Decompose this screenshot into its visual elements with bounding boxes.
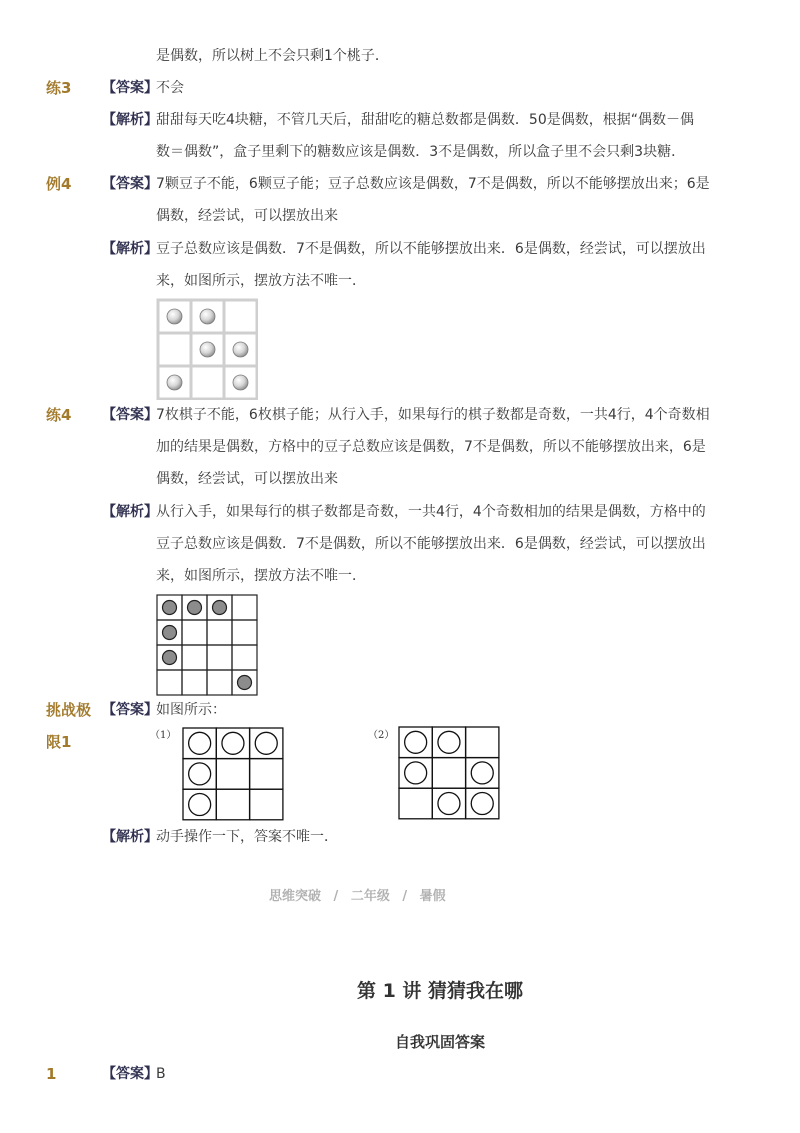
answer-text-line: 7颗豆子不能，6颗豆子能；豆子总数应该是偶数，7不是偶数，所以不能够摆放出来；6是 [156, 176, 710, 192]
footer-series: 思维突破 [269, 889, 322, 904]
grid-cell [158, 333, 191, 366]
footer-grade: 二年级 [350, 889, 390, 904]
analysis-text: 动手操作一下，答案不唯一． [156, 829, 338, 845]
answer-text: 不会 [156, 80, 184, 96]
challenge-number: 挑战极 [46, 701, 92, 719]
grid-cell [207, 670, 232, 695]
hollow-circle [189, 763, 211, 785]
bean [233, 342, 248, 357]
grid-cell [250, 789, 283, 820]
analysis-label: 【解析】 [102, 241, 158, 257]
bean [167, 309, 182, 324]
grid-cell [182, 670, 207, 695]
analysis-text-line: 来，如图所示，摆放方法不唯一． [156, 273, 366, 289]
example-number: 例4 [46, 175, 72, 193]
analysis-text-line: 来，如图所示，摆放方法不唯一． [156, 568, 366, 584]
bean-grid-3x3 [156, 298, 258, 400]
hollow-circle [255, 732, 277, 754]
hollow-circle [438, 793, 460, 815]
analysis-label: 【解析】 [102, 829, 158, 845]
grid-cell [250, 759, 283, 790]
grid-cell [224, 300, 257, 333]
bean [167, 375, 182, 390]
footer-separator: / [402, 889, 408, 904]
answer-text: B [156, 1066, 166, 1082]
hollow-circle [222, 732, 244, 754]
chess-piece [238, 676, 252, 690]
chess-piece [213, 601, 227, 615]
grid-cell [466, 727, 499, 758]
answer-label: 【答案】 [102, 407, 158, 423]
grid-cell [216, 789, 249, 820]
answer-text: 如图所示： [156, 702, 226, 718]
lecture-title: 第 1 讲 猜猜我在哪 [356, 980, 524, 1002]
circle-grid-1 [182, 727, 284, 821]
section-title: 自我巩固答案 [394, 1033, 485, 1051]
hollow-circle [438, 731, 460, 753]
footer-separator: / [333, 889, 339, 904]
exercise-number: 练3 [46, 79, 72, 97]
grid-cell [207, 645, 232, 670]
grid-cell [232, 595, 257, 620]
chess-piece [163, 601, 177, 615]
analysis-text-line: 豆子总数应该是偶数．7不是偶数，所以不能够摆放出来．6是偶数，经尝试，可以摆放出 [156, 241, 706, 257]
question-number: 1 [46, 1065, 57, 1083]
bean [233, 375, 248, 390]
grid-cell [182, 620, 207, 645]
chess-grid-4x4 [156, 594, 258, 696]
bean [200, 309, 215, 324]
analysis-text-line: 豆子总数应该是偶数．7不是偶数，所以不能够摆放出来．6是偶数，经尝试，可以摆放出 [156, 536, 706, 552]
circle-grid-2 [398, 726, 500, 820]
paragraph-line: 是偶数，所以树上不会只剩1个桃子． [156, 48, 389, 64]
answer-text-line: 加的结果是偶数，方格中的豆子总数应该是偶数，7不是偶数，所以不能够摆放出来，6是 [156, 439, 706, 455]
grid-cell [232, 645, 257, 670]
page-footer [269, 885, 446, 904]
grid-cell [207, 620, 232, 645]
analysis-text-line: 从行入手，如果每行的棋子数都是奇数，一共4行，4个奇数相加的结果是偶数，方格中的 [156, 504, 706, 520]
chess-piece [188, 601, 202, 615]
grid-cell [191, 366, 224, 399]
grid-cell [216, 759, 249, 790]
figure-label: （1） [150, 730, 177, 741]
chess-piece [163, 651, 177, 665]
grid-cell [182, 645, 207, 670]
hollow-circle [471, 762, 493, 784]
answer-text-line: 7枚棋子不能，6枚棋子能；从行入手，如果每行的棋子数都是奇数，一共4行，4个奇数相 [156, 407, 710, 423]
footer-term: 暑假 [419, 889, 446, 904]
grid-cell [157, 670, 182, 695]
analysis-label: 【解析】 [102, 112, 158, 128]
hollow-circle [189, 794, 211, 816]
answer-label: 【答案】 [102, 702, 158, 718]
bean [200, 342, 215, 357]
hollow-circle [405, 762, 427, 784]
chess-piece [163, 626, 177, 640]
answer-label: 【答案】 [102, 80, 158, 96]
hollow-circle [405, 731, 427, 753]
analysis-text-line: 甜甜每天吃4块糖，不管几天后，甜甜吃的糖总数都是偶数．50是偶数，根据“偶数－偶 [156, 112, 694, 128]
analysis-text-line: 数＝偶数”，盒子里剩下的糖数应该是偶数．3不是偶数，所以盒子里不会只剩3块糖． [156, 144, 686, 160]
grid-cell [232, 620, 257, 645]
grid-cell [432, 758, 465, 789]
challenge-number: 限1 [46, 733, 72, 751]
answer-text-line: 偶数，经尝试，可以摆放出来 [156, 471, 338, 487]
figure-label: （2） [368, 730, 395, 741]
hollow-circle [471, 793, 493, 815]
exercise-number: 练4 [46, 406, 72, 424]
answer-label: 【答案】 [102, 1066, 158, 1082]
answer-label: 【答案】 [102, 176, 158, 192]
answer-text-line: 偶数，经尝试，可以摆放出来 [156, 208, 338, 224]
grid-cell [399, 788, 432, 819]
hollow-circle [189, 732, 211, 754]
analysis-label: 【解析】 [102, 504, 158, 520]
